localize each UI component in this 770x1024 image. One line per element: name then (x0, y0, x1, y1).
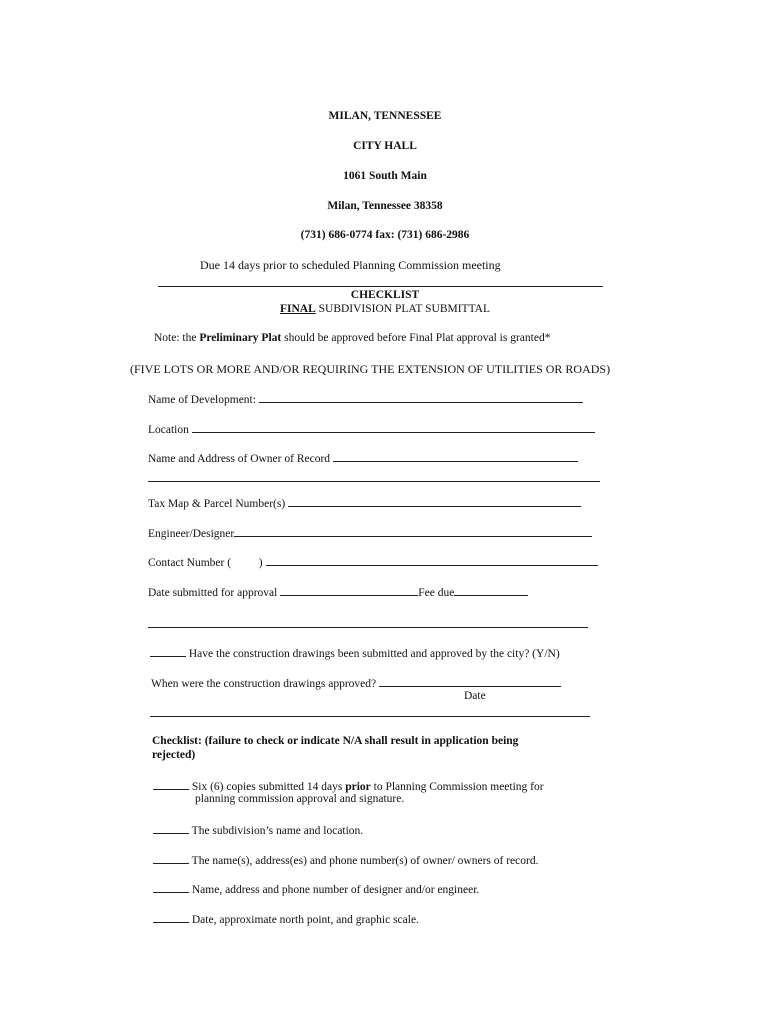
checklist-item-1-check[interactable] (153, 779, 189, 790)
checklist-heading-line2: rejected) (152, 749, 196, 761)
construction-date-field[interactable] (379, 676, 561, 687)
development-name-label: Name of Development: (148, 394, 256, 406)
scope-note: (FIVE LOTS OR MORE AND/OR REQUIRING THE EXTENSION OF UTILITIES OR ROADS) (130, 362, 611, 376)
date-caption: Date (464, 690, 486, 702)
note-bold: Preliminary Plat (199, 332, 282, 344)
construction-divider (150, 716, 590, 717)
final-plat-rest: SUBDIVISION PLAT SUBMITTAL (315, 303, 491, 315)
owner-field-line-2[interactable] (148, 481, 600, 482)
header-phone-fax: (731) 686-0774 fax: (731) 686-2986 (300, 229, 470, 241)
contact-close-paren: ) (258, 557, 263, 569)
header-city-hall: CITY HALL (353, 140, 417, 152)
checklist-item (153, 779, 544, 793)
checklist-item-1-bold: prior (345, 781, 371, 793)
checklist-item-4-check[interactable] (153, 882, 189, 893)
construction-question: Have the construction drawings been submitted and approved by the city? (Y/N) (188, 648, 560, 660)
checklist-item-4-text: Name, address and phone number of designer and/or engineer. (191, 884, 480, 896)
construction-yn-field[interactable] (150, 646, 186, 657)
header-city: MILAN, TENNESSEE (328, 110, 442, 122)
checklist-item-1-text-end: to Planning Commission meeting for (370, 781, 544, 793)
checklist-item-2-check[interactable] (153, 823, 189, 834)
construction-question-row (150, 646, 560, 660)
checklist-item (153, 882, 479, 896)
owner-field[interactable] (333, 451, 578, 462)
checklist-item-1-text: Six (6) copies submitted 14 days (191, 781, 346, 793)
final-plat-title (0, 303, 770, 315)
engineer-row (148, 526, 592, 540)
construction-when-label: When were the construction drawings approved? (151, 678, 377, 690)
tax-map-row (148, 496, 581, 510)
preliminary-note (154, 332, 550, 344)
owner-row (148, 451, 578, 465)
date-fee-row (148, 585, 528, 599)
fee-due-label: Fee due (418, 587, 455, 599)
header-divider (158, 286, 603, 287)
engineer-field[interactable] (234, 526, 592, 537)
note-suffix: should be approved before Final Plat approval is granted* (281, 332, 551, 344)
note-prefix: Note: the (154, 332, 200, 344)
section-divider (148, 627, 588, 628)
checklist-item-5-text: Date, approximate north point, and graphic scale. (191, 914, 419, 926)
checklist-item (153, 912, 419, 926)
tax-map-label: Tax Map & Parcel Number(s) (148, 498, 286, 510)
location-field[interactable] (192, 422, 595, 433)
development-name-row (148, 392, 583, 406)
checklist-item (153, 823, 363, 837)
checklist-item-2-text: The subdivision’s name and location. (191, 825, 364, 837)
checklist-item-5-check[interactable] (153, 912, 189, 923)
construction-date-row (151, 676, 561, 690)
checklist-item (153, 853, 538, 867)
owner-label: Name and Address of Owner of Record (148, 453, 331, 465)
header-street: 1061 South Main (343, 170, 427, 182)
checklist-item-3-check[interactable] (153, 853, 189, 864)
contact-row (148, 555, 598, 569)
contact-number-field[interactable] (266, 555, 598, 566)
date-submitted-label: Date submitted for approval (148, 587, 278, 599)
checklist-item-3-text: The name(s), address(es) and phone number(s) of owner/ owners of record. (191, 855, 539, 867)
final-word: FINAL (279, 303, 316, 315)
location-row (148, 422, 595, 436)
date-submitted-field[interactable] (280, 585, 418, 596)
tax-map-field[interactable] (288, 496, 581, 507)
header-city-zip: Milan, Tennessee 38358 (327, 200, 443, 212)
engineer-label: Engineer/Designer (148, 528, 235, 540)
due-note: Due 14 days prior to scheduled Planning Commission meeting (200, 258, 501, 272)
checklist-item-1-line2: planning commission approval and signature. (195, 793, 405, 805)
location-label: Location (148, 424, 189, 436)
contact-label: Contact Number ( (148, 557, 232, 569)
development-name-field[interactable] (259, 392, 583, 403)
checklist-title: CHECKLIST (350, 289, 420, 301)
checklist-heading-line1: Checklist: (failure to check or indicate N/A shall result in application being (152, 735, 519, 747)
fee-due-field[interactable] (454, 585, 528, 596)
